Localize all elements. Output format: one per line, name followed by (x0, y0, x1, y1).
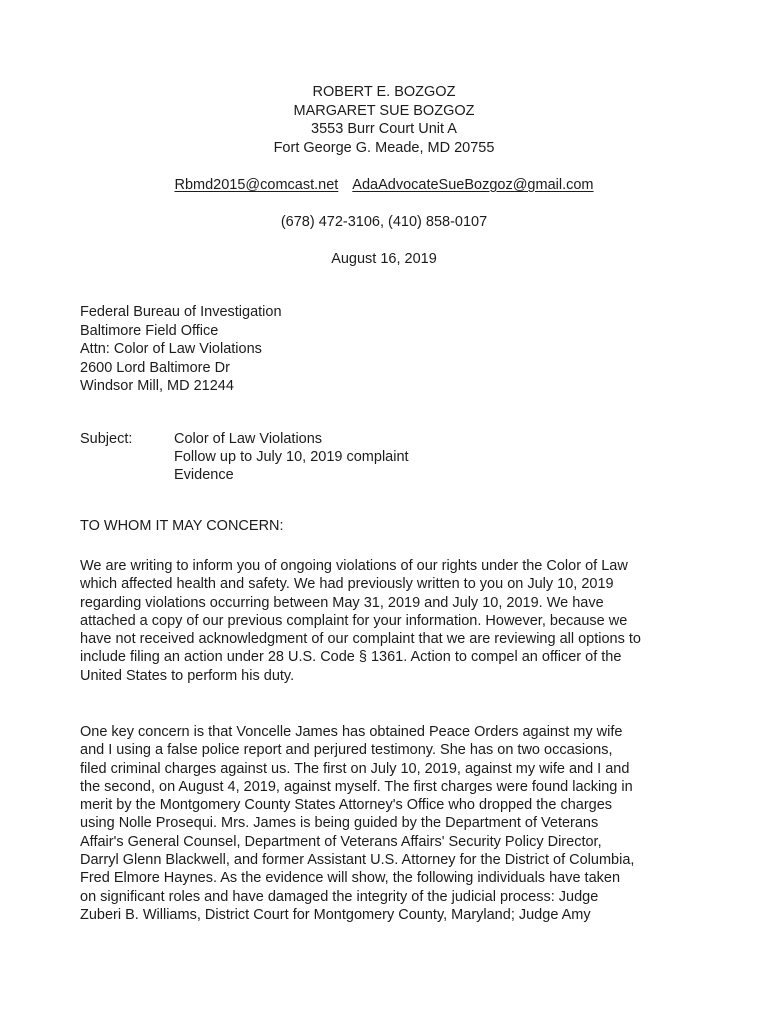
phone-numbers: (678) 472-3106, (410) 858-0107 (280, 214, 488, 230)
subject-line: Evidence (174, 467, 234, 483)
recipient-line: Baltimore Field Office (80, 322, 219, 339)
subject-lines (174, 430, 409, 484)
paragraph-line: which affected health and safety. We had previously written to you on July 10, 2019 (80, 576, 614, 593)
salutation: TO WHOM IT MAY CONCERN: (80, 518, 284, 534)
paragraph-line: Darryl Glenn Blackwell, and former Assistant U.S. Attorney for the District of Columbia, (80, 852, 635, 869)
paragraph-line: filed criminal charges against us. The first on July 10, 2019, against my wife and I and (80, 760, 630, 777)
paragraph-line: include filing an action under 28 U.S. Code § 1361. Action to compel an officer of the (80, 649, 622, 666)
sender-block (0, 83, 768, 157)
paragraph-line: on significant roles and have damaged the integrity of the judicial process: Judge (80, 888, 599, 905)
recipient-line: Federal Bureau of Investigation (80, 304, 282, 320)
paragraph-line: Zuberi B. Williams, District Court for Montgomery County, Maryland; Judge Amy (80, 906, 591, 923)
paragraph-line: Fred Elmore Haynes. As the evidence will show, the following individuals have taken (80, 870, 621, 887)
email-links (0, 176, 768, 194)
letter-date: August 16, 2019 (331, 251, 437, 267)
paragraph-line: Affair's General Counsel, Department of Veterans Affairs' Security Policy Director, (80, 833, 602, 850)
sender-city: Fort George G. Meade, MD 20755 (273, 139, 495, 156)
paragraph-line: United States to perform his duty. (80, 667, 295, 684)
paragraph-line: regarding violations occurring between May 31, 2019 and July 10, 2019. We have (80, 594, 604, 611)
paragraph-line: merit by the Montgomery County States Attorney's Office who dropped the charges (80, 797, 613, 814)
recipient-line: 2600 Lord Baltimore Dr (80, 359, 230, 376)
paragraph-line: One key concern is that Voncelle James has obtained Peace Orders against my wife (80, 724, 623, 740)
sender-name-1: ROBERT E. BOZGOZ (312, 84, 456, 100)
paragraph-line: attached a copy of our previous complaint for your information. However, because we (80, 612, 628, 629)
recipient-line: Windsor Mill, MD 21244 (80, 378, 234, 394)
email-link-sue[interactable]: AdaAdvocateSueBozgoz@gmail.com (352, 177, 594, 193)
email-link-robert[interactable]: Rbmd2015@comcast.net (174, 177, 339, 193)
subject-label: Subject: (80, 431, 133, 447)
paragraph-line: have not received acknowledgment of our complaint that we are reviewing all options to (80, 631, 641, 648)
body-paragraph-1 (80, 557, 700, 685)
subject-line: Color of Law Violations (174, 431, 323, 447)
paragraph-line: We are writing to inform you of ongoing violations of our rights under the Color of Law (80, 558, 628, 574)
sender-name-2: MARGARET SUE BOZGOZ (293, 102, 475, 119)
paragraph-line: the second, on August 4, 2019, against myself. The first charges were found lacking in (80, 778, 633, 795)
sender-street: 3553 Burr Court Unit A (311, 121, 457, 137)
recipient-address (80, 303, 282, 396)
subject-line: Follow up to July 10, 2019 complaint (174, 449, 409, 465)
recipient-line: Attn: Color of Law Violations (80, 341, 262, 357)
paragraph-line: and I using a false police report and perjured testimony. She has on two occasions, (80, 742, 613, 759)
body-paragraph-2 (80, 723, 700, 924)
paragraph-line: using Nolle Prosequi. Mrs. James is being guided by the Department of Veterans (80, 815, 599, 832)
subject-block (80, 430, 409, 484)
